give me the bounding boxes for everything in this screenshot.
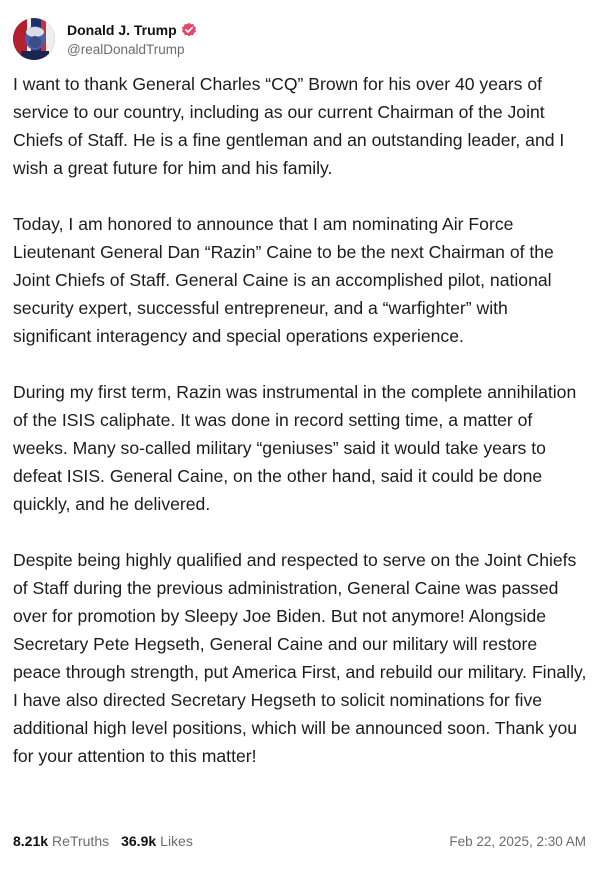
post-stats [13, 833, 193, 849]
post-paragraph: During my first term, Razin was instrumental in the complete annihilation of the ISIS caliphate. It was done in record setting time, a matter of weeks. Many so-called military “geniuses” said it would take years to defeat ISIS. General Caine, on the other hand, said it could be done quickly, and he delivered. [13, 382, 577, 514]
author-names [67, 22, 197, 57]
likes-label: Likes [160, 833, 193, 849]
post-paragraph: I want to thank General Charles “CQ” Brown for his over 40 years of service to our country, including as our current Chairman of the Joint Chiefs of Staff. He is a fine gentleman and an outstanding leader, and I wish a great future for him and his family. [13, 74, 565, 178]
post-paragraph: Despite being highly qualified and respected to serve on the Joint Chiefs of Staff during the previous administration, General Caine was passed over for promotion by Sleepy Joe Biden. But not anymore! Alongside Secretary Pete Hegseth, General Caine and our military will restore peace through strength, put America First, and rebuild our military. Finally, I have also directed Secretary Hegseth to solicit nominations for five additional high level positions, which will be announced soon. Thank you for your attention to this matter! [13, 550, 587, 766]
post-body [13, 70, 588, 770]
avatar[interactable] [13, 18, 55, 60]
post-footer [13, 833, 586, 849]
author-display-name[interactable]: Donald J. Trump [67, 21, 177, 38]
display-name-row [67, 22, 197, 38]
retruths-label: ReTruths [52, 833, 110, 849]
post-timestamp[interactable]: Feb 22, 2025, 2:30 AM [449, 833, 586, 849]
retruths-stat[interactable] [13, 833, 109, 849]
likes-count: 36.9k [121, 833, 157, 849]
verified-badge-icon [181, 22, 197, 38]
retruths-count: 8.21k [13, 833, 49, 849]
likes-stat[interactable] [121, 833, 193, 849]
post-paragraph: Today, I am honored to announce that I am nominating Air Force Lieutenant General Dan “Razin” Caine to be the next Chairman of the Joint Chiefs of Staff. General Caine is an accomplished pilot, national security expert, successful entrepreneur, and a “warfighter” with significant interagency and special operations experience. [13, 214, 554, 346]
avatar-portrait-icon [13, 18, 55, 60]
author-handle[interactable]: @realDonaldTrump [67, 41, 185, 57]
post-header [13, 14, 585, 64]
